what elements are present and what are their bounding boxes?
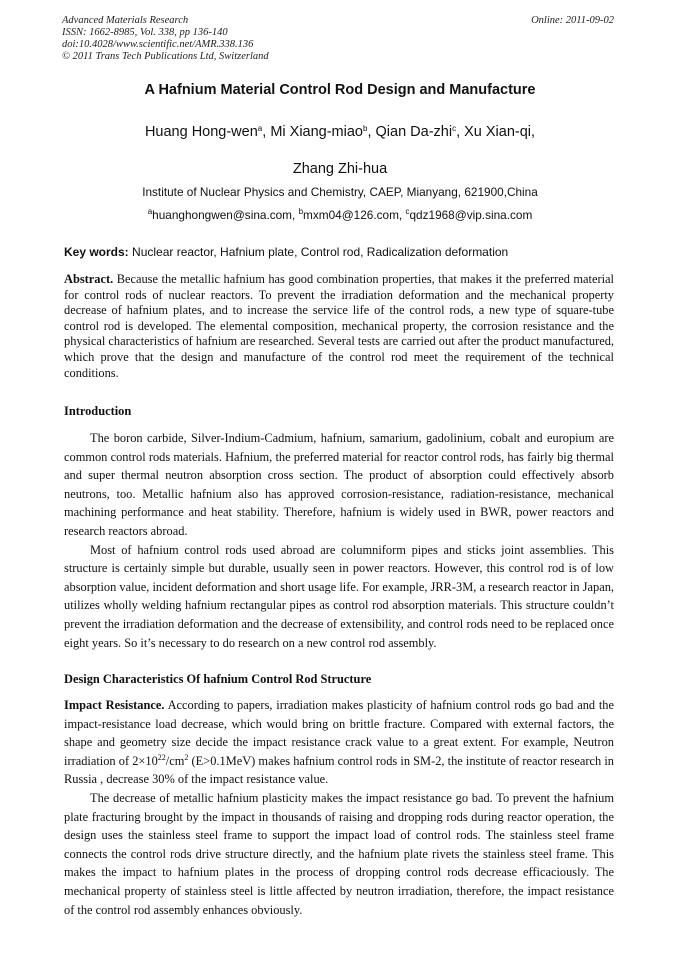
paragraph: Most of hafnium control rods used abroad are columniform pipes and sticks joint assemblies. This structure is certainly simple but durable, usually seen in power reactors. However, this control rod is of low absorption value, incident deformation and short usage life. For example, JRR-3M, a research reactor in Japan, utilizes wholly welding hafnium rectangular pipes as control rod absorption materials. This structure couldn’t prevent the irradiation deformation and the decrease of extensibility, and control rods need to be replaced once eight years. So it’s necessary to do research on a new control rod assembly. <box>64 542 614 650</box>
author-line-1 <box>62 114 618 151</box>
abstract <box>64 272 614 381</box>
section-heading-introduction: Introduction <box>64 404 132 418</box>
author-line-2: Zhang Zhi-hua <box>292 161 388 177</box>
author-separator: , <box>262 124 271 140</box>
abstract-text: Because the metallic hafnium has good combination properties, that makes it the preferred material for control rods of nuclear reactors. To prevent the irradiation deformation and the mechanical property decrease of hafnium plates, and to increase the service life of the control rods, a new type of square-tube control rod is developed. The elemental composition, mechanical property, the corrosion resistance and the physical characteristics of hafnium are researched. Several tests are carried out after the product manufactured, which prove that the design and manufacture of the control rod meet the requirement of the technical conditions. <box>64 272 614 380</box>
paragraph: The decrease of metallic hafnium plasticity makes the impact resistance go bad. To prevent the hafnium plate fracturing brought by the impact in thousands of raising and dropping rods during reactor operation, the design uses the stainless steel frame to support the impact load of control rods. The stainless steel frame connects the control rods drive structure directly, and the hafnium plate rivets the stainless steel frame. This makes the impact to hafnium plates in the process of dropping control rods decrease efficaciously. The mechanical property of stainless steel is little affected by neutron irradiation, therefore, the impact resistance of the control rod assembly enhances obviously. <box>64 790 614 917</box>
doi-line: doi:10.4028/www.scientific.net/AMR.338.136 <box>62 39 254 50</box>
affiliation: Institute of Nuclear Physics and Chemistry, CAEP, Mianyang, 621900,China <box>142 185 538 199</box>
paragraph-text: According to papers, irradiation makes plasticity of hafnium control rods go bad and the impact-resistance load decrease, which would bring on brittle fracture. Compared with external factors, the shape and geometry size decide the impact resistance crack value to a great extent. For example, Neutron irradiation of 2×10 <box>64 698 615 768</box>
exponent: 22 <box>157 752 166 762</box>
keywords-text: Nuclear reactor, Hafnium plate, Control rod, Radicalization deformation <box>128 245 509 259</box>
impact-resistance-label: Impact Resistance. <box>64 698 165 712</box>
email-address: qdz1968@vip.sina.com <box>409 208 533 222</box>
paragraph-text: /cm <box>165 753 185 768</box>
author-name: Mi Xiang-miao <box>270 124 363 140</box>
author-affil-mark: c <box>452 124 457 133</box>
author-affil-mark: b <box>362 124 368 133</box>
design-section <box>64 696 614 919</box>
author-name: Qian Da-zhi <box>375 124 453 140</box>
paragraph: The boron carbide, Silver-Indium-Cadmium, hafnium, samarium, gadolinium, cobalt and europium are common control rods materials. Hafnium, the preferred material for reactor control rods, has fairly big thermal and super thermal neutron absorption cross section. The product of absorption could effectively absorb neutrons, too. Metallic hafnium also has approved corrosion-resistance, radiation-resistance, mechanical machining performance and heat stability. Therefore, hafnium is widely used in BWR, power reactors and research reactors abroad. <box>64 431 614 538</box>
author-affil-mark: a <box>257 124 263 133</box>
email-mark: a <box>147 207 153 216</box>
author-list <box>62 114 618 188</box>
copyright-line: © 2011 Trans Tech Publications Ltd, Switzerland <box>62 51 269 62</box>
author-separator: , <box>367 124 376 140</box>
author-separator: , <box>456 124 465 140</box>
keywords-label: Key words: <box>64 245 129 259</box>
email-mark: c <box>405 207 410 216</box>
abstract-label: Abstract. <box>64 272 114 286</box>
paragraph-text: (E>0.1MeV) makes hafnium control rods in SM-2, the institute of reactor research in Russia , decrease 30% of the impact resistance value. <box>64 753 615 787</box>
journal-header <box>62 15 618 63</box>
introduction-section <box>64 429 614 652</box>
exponent: 2 <box>184 752 189 762</box>
section-heading-design: Design Characteristics Of hafnium Control Rod Structure <box>64 672 372 686</box>
author-name: Xu Xian-qi, <box>464 124 536 140</box>
paragraph <box>64 696 614 789</box>
journal-name: Advanced Materials Research <box>62 15 189 26</box>
online-date: Online: 2011-09-02 <box>531 15 614 26</box>
email-list <box>62 208 618 222</box>
issn-line: ISSN: 1662-8985, Vol. 338, pp 136-140 <box>62 27 228 38</box>
keywords <box>64 245 620 259</box>
email-mark: b <box>298 207 304 216</box>
email-address: mxm04@126.com, <box>303 208 406 222</box>
author-name: Huang Hong-wen <box>144 124 258 140</box>
email-address: huanghongwen@sina.com, <box>152 208 299 222</box>
paper-title: A Hafnium Material Control Rod Design and Manufacture <box>144 82 536 98</box>
